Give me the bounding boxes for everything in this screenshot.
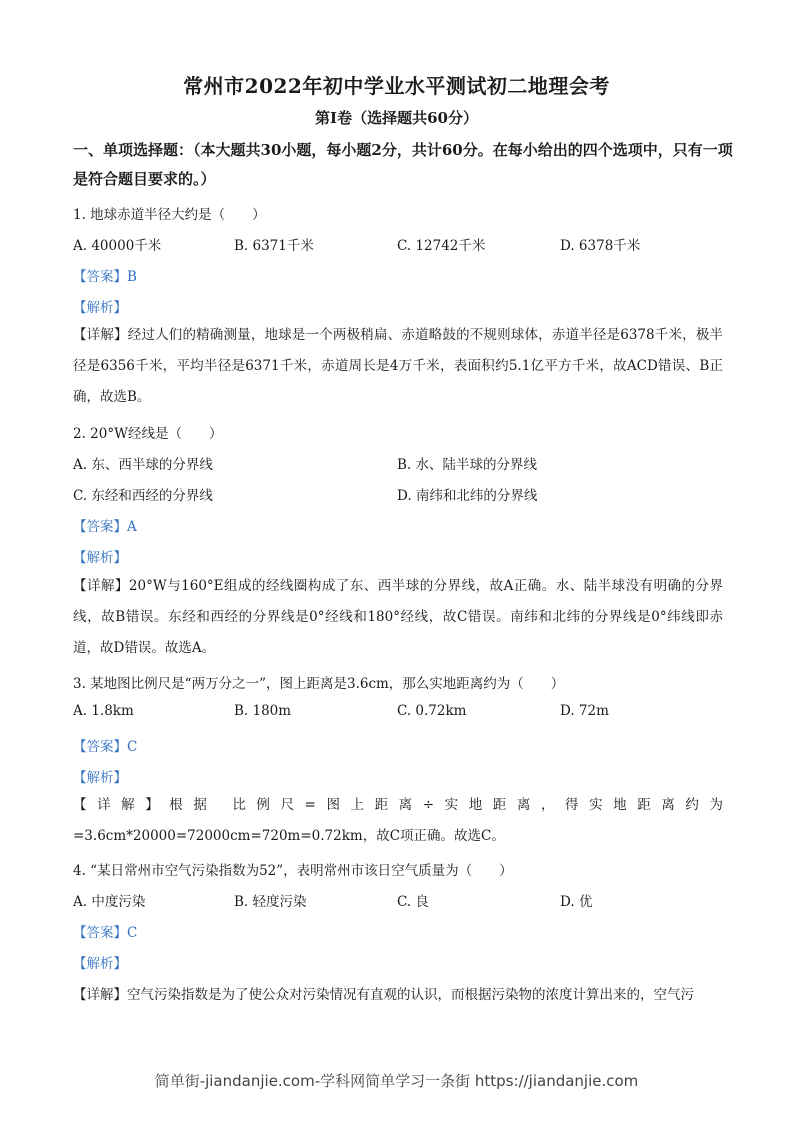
page-footer: 简单街-jiandanjie.com-学科网简单学习一条街 https://jiandanjie.com — [154, 1072, 639, 1090]
question-4-detail: 【详解】空气污染指数是为了使公众对污染情况有直观的认识，而根据污染物的浓度计算出来的，空气污 — [73, 987, 694, 1003]
question-2-answer: 【答案】A — [73, 519, 137, 535]
question-4-stem: 4. “某日常州市空气污染指数为52”，表明常州市该日空气质量为（ ） — [73, 863, 513, 879]
question-4-option-c: C. 良 — [397, 894, 429, 910]
question-2-detail: 【详解】20°W与160°E组成的经线圈构成了东、西半球的分界线，故A正确。水、陆半球没有明确的分界线，故B错误。东经和西经的分界线是0°经线和180°经线，故C错误。南纬和北纬的分界线是0°纬线即赤道，故D错误。故选A。 — [73, 578, 723, 656]
question-4-answer: 【答案】C — [73, 925, 138, 941]
question-1-option-b: B. 6371千米 — [234, 238, 314, 254]
question-1-analysis-label: 【解析】 — [73, 300, 127, 316]
question-1-detail: 【详解】经过人们的精确测量，地球是一个两极稍扁、赤道略鼓的不规则球体，赤道半径是6378千米，极半径是6356千米，平均半径是6371千米，赤道周长是4万千米，表面积约5.1亿平方千米，故ACD错误、B正确，故选B。 — [73, 327, 723, 405]
question-3-analysis-label: 【解析】 — [73, 770, 127, 786]
question-4-analysis-label: 【解析】 — [73, 956, 127, 972]
question-2-stem: 2. 20°W经线是（ ） — [73, 426, 223, 442]
question-3-option-c: C. 0.72km — [397, 703, 467, 719]
question-3-option-a: A. 1.8km — [73, 703, 134, 719]
question-2-option-b: B. 水、陆半球的分界线 — [397, 457, 538, 473]
question-2-analysis-label: 【解析】 — [73, 550, 127, 566]
section-heading: 一、单项选择题：（本大题共30小题，每小题2分，共计60分。在每小给出的四个选项中，只有一项是符合题目要求的。） — [73, 141, 733, 188]
question-4-option-d: D. 优 — [560, 894, 593, 910]
question-1-option-c: C. 12742千米 — [397, 238, 486, 254]
question-1-stem: 1. 地球赤道半径大约是（ ） — [73, 207, 266, 223]
question-2-option-a: A. 东、西半球的分界线 — [73, 457, 213, 473]
question-2-option-d: D. 南纬和北纬的分界线 — [397, 488, 538, 504]
question-1-option-a: A. 40000千米 — [73, 238, 162, 254]
question-4-option-a: A. 中度污染 — [73, 894, 146, 910]
question-3-option-d: D. 72m — [560, 703, 609, 719]
page-title: 常州市2022年初中学业水平测试初二地理会考 — [183, 74, 610, 98]
question-3-stem: 3. 某地图比例尺是“两万分之一”，图上距离是3.6cm，那么实地距离约为（ ） — [73, 676, 565, 692]
question-3-option-b: B. 180m — [234, 703, 292, 719]
question-4-option-b: B. 轻度污染 — [234, 894, 307, 910]
question-2-option-c: C. 东经和西经的分界线 — [73, 488, 213, 504]
page-subtitle: 第Ⅰ卷（选择题共60分） — [315, 109, 478, 127]
question-3-answer: 【答案】C — [73, 739, 138, 755]
question-1-answer: 【答案】B — [73, 269, 137, 285]
question-1-option-d: D. 6378千米 — [560, 238, 641, 254]
question-3-detail: 【详解】根据 比例尺=图上距离÷实地距离，得实地距离约为=3.6cm*20000=72000cm=720m=0.72km，故C项正确。故选C。 — [73, 797, 723, 844]
